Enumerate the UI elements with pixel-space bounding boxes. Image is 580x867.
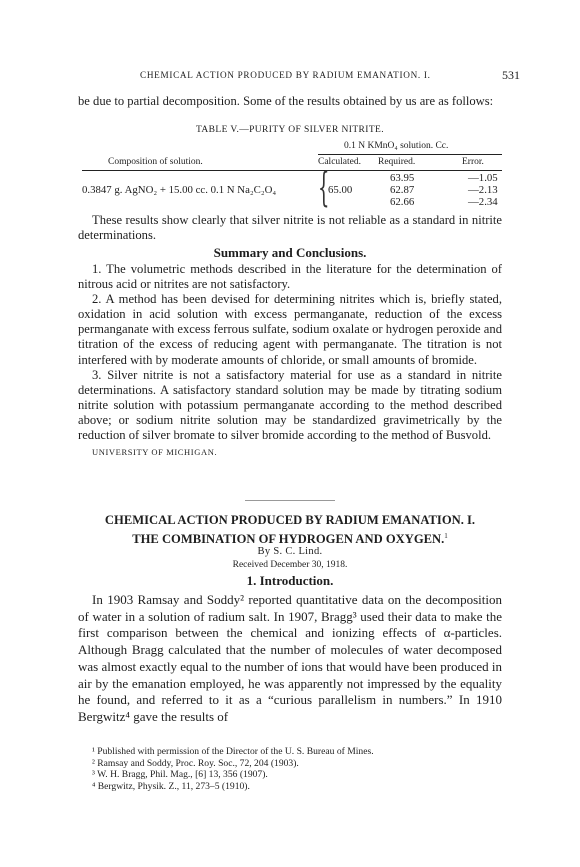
- table-brace: {: [318, 165, 330, 211]
- article-title: [70, 512, 510, 547]
- table-required-cell: 62.87: [390, 184, 415, 196]
- received-date: Received December 30, 1918.: [232, 560, 348, 570]
- table-composition-cell: 0.3847 g. AgNO₂ + 15.00 cc. 0.1 N Na₂C₂O₄: [82, 184, 277, 196]
- title-footnote-mark: 1: [444, 532, 448, 540]
- summary-heading: Summary and Conclusions.: [213, 245, 367, 260]
- table-group-rule: [318, 154, 502, 155]
- summary-item: 1. The volumetric methods described in the literature for the determination of nitrous acid or nitrites are not satisfactory.: [78, 262, 502, 292]
- page-number: 531: [502, 68, 520, 82]
- table-required-cell: 62.66: [390, 196, 415, 208]
- running-title: CHEMICAL ACTION PRODUCED BY RADIUM EMANATION. I.: [140, 70, 431, 80]
- article-title-line1: CHEMICAL ACTION PRODUCED BY RADIUM EMANATION. I.: [104, 513, 476, 527]
- footnote: ¹ Published with permission of the Director of the U. S. Bureau of Mines.: [92, 746, 374, 757]
- footnote: ² Ramsay and Soddy, Proc. Roy. Soc., 72, 204 (1903).: [92, 757, 299, 769]
- table-error-cell: —2.13: [468, 184, 498, 196]
- table-title: TABLE V.—PURITY OF SILVER NITRITE.: [195, 125, 385, 135]
- summary-item: 2. A method has been devised for determining nitrites which is, briefly stated, oxidation in acid solution with excess permanganate, reduction of the excess permanganate with excess ferrous sulfate, sodium oxalate or hydrogen peroxide and titration of the excess of reducing agent with permanganate. The titration is not interfered with by moderate amounts of chloride, or small amounts of bromide.: [78, 292, 502, 367]
- footnote: ³ W. H. Bragg, Phil. Mag., [6] 13, 356 (1907).: [92, 769, 268, 781]
- table-calculated-cell: 65.00: [328, 184, 353, 196]
- col-composition-header: Composition of solution.: [108, 157, 203, 167]
- col-required-header: Required.: [378, 157, 416, 167]
- after-table-block: [78, 213, 502, 243]
- summary-list: [78, 262, 502, 460]
- introduction-paragraph: In 1903 Ramsay and Soddy² reported quantitative data on the decomposition of water in a solution of radium salt. In 1907, Bragg³ used their data to make the first comparison between the chemical and ionizing effects of α-particles. Although Bragg calculated that the number of molecules of water decomposed was almost exactly equal to the number of ions that would have been produced in air by the emanation employed, he was apparently not impressed by the equality he found, and referred to it as a “curious parallelism in numbers.” In 1910 Bergwitz⁴ gave the results of: [78, 592, 502, 724]
- introduction-block: [78, 592, 502, 726]
- footnote: ⁴ Bergwitz, Physik. Z., 11, 273–5 (1910).: [92, 780, 250, 792]
- section-heading: 1. Introduction.: [246, 573, 334, 588]
- section-divider: [245, 500, 335, 501]
- table-error-cell: —1.05: [468, 172, 498, 184]
- table-error-cell: —2.34: [468, 196, 498, 208]
- byline: By S. C. Lind.: [257, 546, 323, 557]
- col-error-header: Error.: [462, 157, 484, 167]
- article-title-line2: THE COMBINATION OF HYDROGEN AND OXYGEN.: [132, 532, 445, 547]
- table-group-header: 0.1 N KMnO₄ solution. Cc.: [344, 141, 449, 151]
- col-calculated-header: Calculated.: [318, 157, 361, 167]
- after-table-paragraph: These results show clearly that silver nitrite is not reliable as a standard in nitrite determinations.: [78, 213, 502, 243]
- summary-item: 3. Silver nitrite is not a satisfactory material for use as a standard in nitrite determinations. A satisfactory standard solution may be made by titrating sodium nitrite solution with potassium permanganate according to the method described above; or sodium nitrite solution may be standardized gravimetrically by the reduction of silver bromate to silver bromide according to the method of Busvold.: [78, 367, 502, 443]
- affiliation: UNIVERSITY OF MICHIGAN.: [92, 447, 218, 458]
- footnotes: [92, 746, 492, 792]
- table-required-cell: 63.95: [390, 172, 415, 184]
- intro-paragraph: be due to partial decomposition. Some of the results obtained by us are as follows:: [78, 94, 494, 108]
- table-header-rule: [82, 170, 502, 171]
